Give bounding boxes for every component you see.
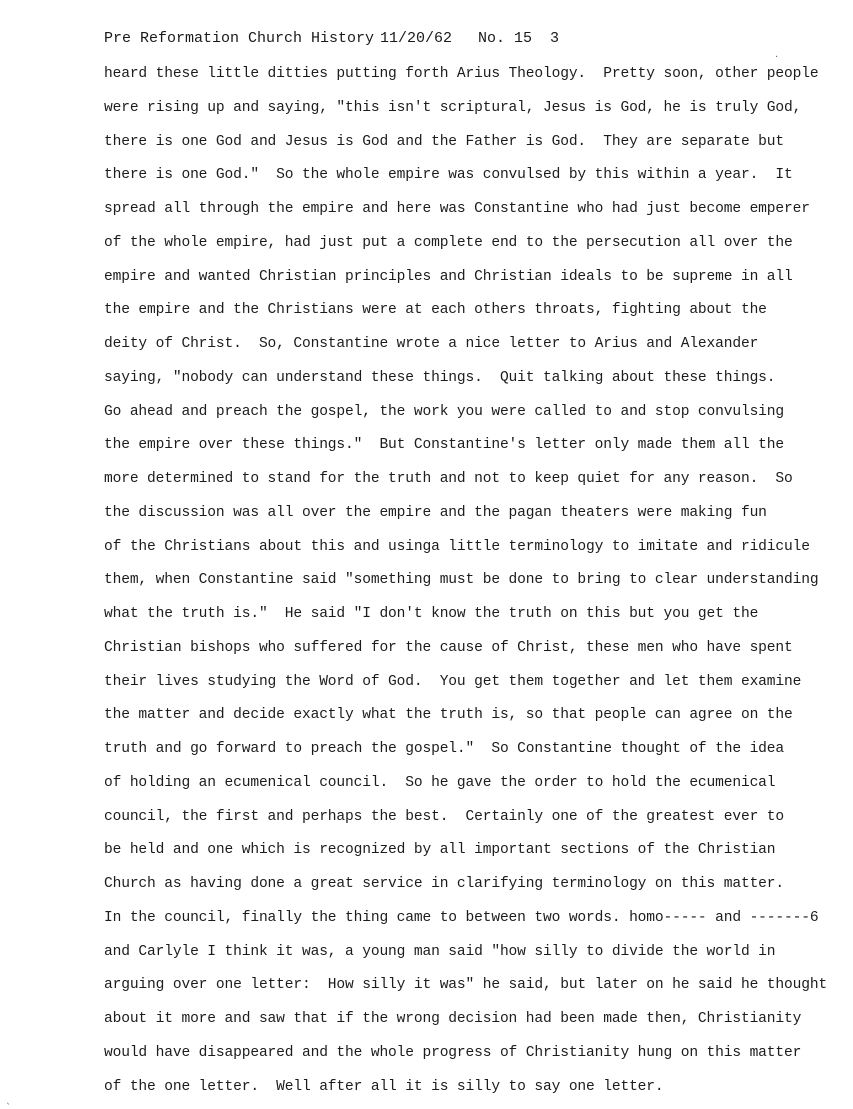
text-line: be held and one which is recognized by all important sections of the Christian: [104, 839, 849, 873]
text-line: arguing over one letter: How silly it was" he said, but later on he said he thought: [104, 974, 849, 1008]
text-line: heard these little ditties putting forth Arius Theology. Pretty soon, other people: [104, 63, 849, 97]
text-line: the empire and the Christians were at each others throats, fighting about the: [104, 299, 849, 333]
text-line: truth and go forward to preach the gospel." So Constantine thought of the idea: [104, 738, 849, 772]
text-line: council, the first and perhaps the best. Certainly one of the greatest ever to: [104, 806, 849, 840]
text-line: Go ahead and preach the gospel, the work you were called to and stop convulsing: [104, 401, 849, 435]
text-line: the empire over these things." But Constantine's letter only made them all the: [104, 434, 849, 468]
text-line: of the Christians about this and usinga little terminology to imitate and ridicule: [104, 536, 849, 570]
text-line: spread all through the empire and here was Constantine who had just become emperer: [104, 198, 849, 232]
text-line: them, when Constantine said "something must be done to bring to clear understanding: [104, 569, 849, 603]
text-line: deity of Christ. So, Constantine wrote a nice letter to Arius and Alexander: [104, 333, 849, 367]
typed-text-body: [104, 63, 849, 1109]
text-line: were rising up and saying, "this isn't scriptural, Jesus is God, he is truly God,: [104, 97, 849, 131]
text-line: saying, "nobody can understand these things. Quit talking about these things.: [104, 367, 849, 401]
header-title: Pre Reformation Church History: [104, 30, 380, 47]
text-line: more determined to stand for the truth and not to keep quiet for any reason. So: [104, 468, 849, 502]
text-line: In the council, finally the thing came to between two words. homo----- and -------6: [104, 907, 849, 941]
text-line: of the whole empire, had just put a complete end to the persecution all over the: [104, 232, 849, 266]
text-line: what the truth is." He said "I don't know the truth on this but you get the: [104, 603, 849, 637]
text-line: there is one God and Jesus is God and the Father is God. They are separate but: [104, 131, 849, 165]
text-line: empire and wanted Christian principles and Christian ideals to be supreme in all: [104, 266, 849, 300]
text-line: and Carlyle I think it was, a young man said "how silly to divide the world in: [104, 941, 849, 975]
text-line: the discussion was all over the empire and the pagan theaters were making fun: [104, 502, 849, 536]
text-line: of holding an ecumenical council. So he gave the order to hold the ecumenical: [104, 772, 849, 806]
stray-mark: ·: [775, 52, 778, 63]
stray-mark: ˎ: [6, 1094, 11, 1105]
text-line: of the one letter. Well after all it is silly to say one letter.: [104, 1076, 849, 1109]
page-header: [104, 30, 559, 47]
header-number: No. 15: [478, 30, 550, 47]
text-line: the matter and decide exactly what the truth is, so that people can agree on the: [104, 704, 849, 738]
text-line: would have disappeared and the whole progress of Christianity hung on this matter: [104, 1042, 849, 1076]
header-page-number: 3: [550, 30, 559, 47]
header-date: 11/20/62: [380, 30, 478, 47]
text-line: their lives studying the Word of God. You get them together and let them examine: [104, 671, 849, 705]
text-line: Church as having done a great service in clarifying terminology on this matter.: [104, 873, 849, 907]
text-line: there is one God." So the whole empire was convulsed by this within a year. It: [104, 164, 849, 198]
text-line: Christian bishops who suffered for the cause of Christ, these men who have spent: [104, 637, 849, 671]
text-line: about it more and saw that if the wrong decision had been made then, Christianity: [104, 1008, 849, 1042]
